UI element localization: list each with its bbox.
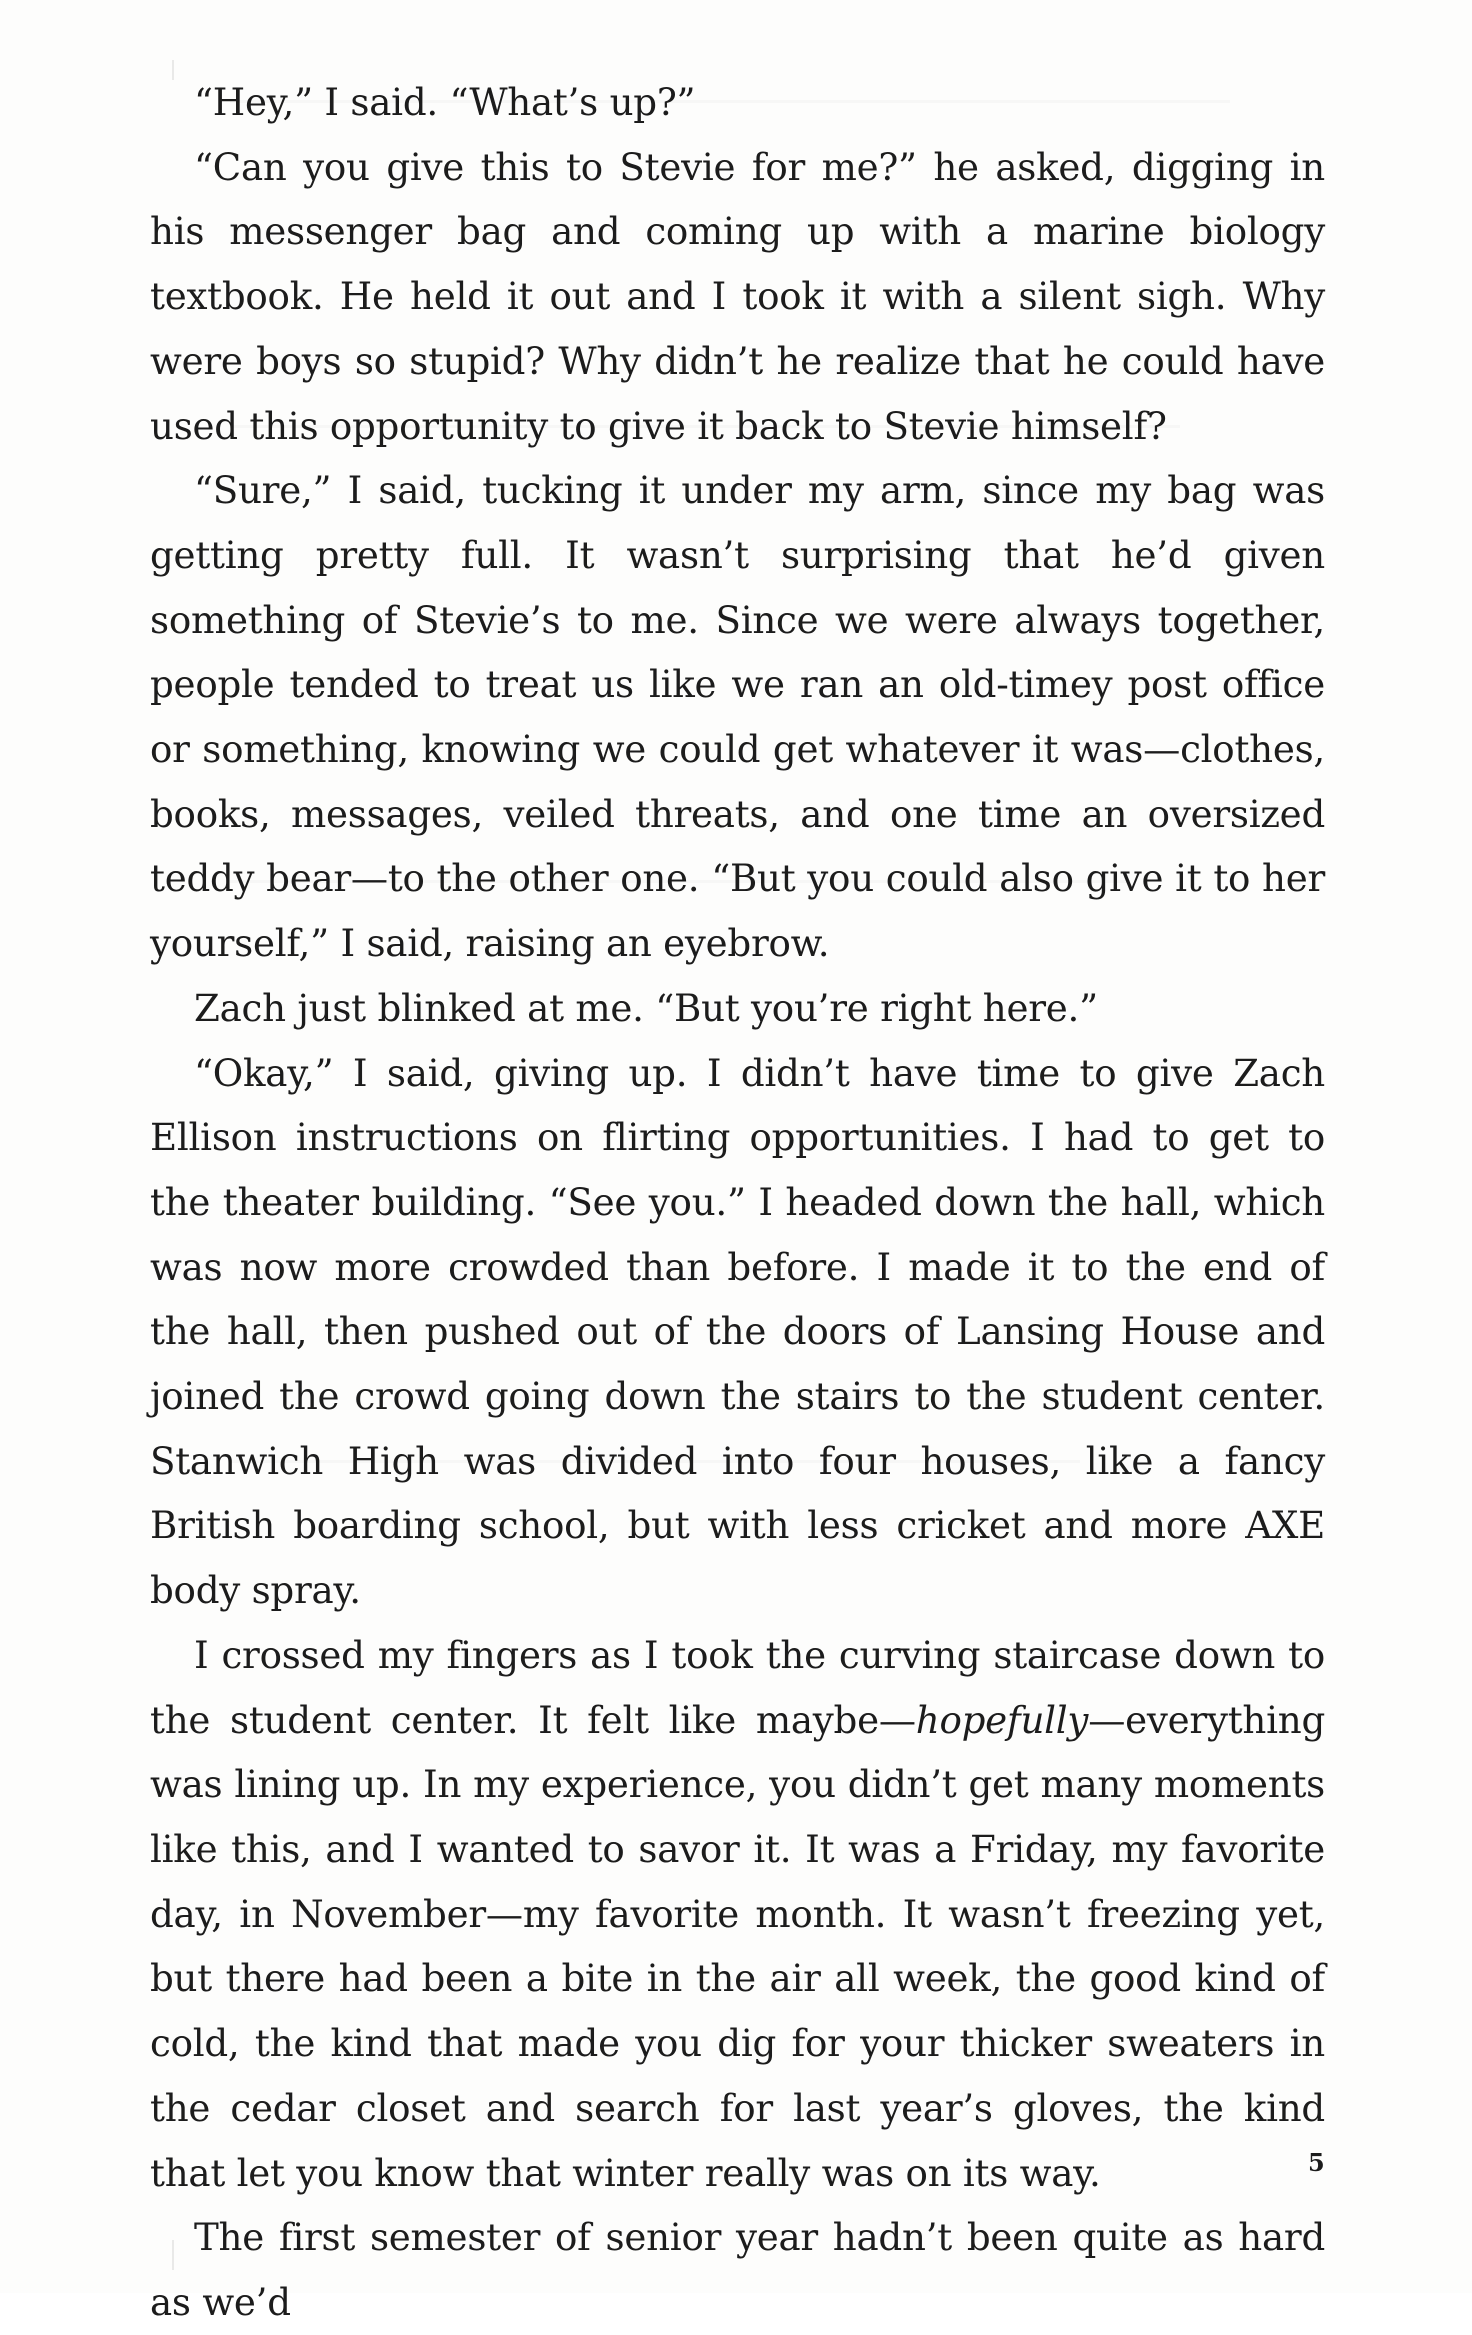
body-text xyxy=(150,70,1325,2335)
paragraph: “Can you give this to Stevie for me?” he asked, digging in his messenger bag and coming up with a marine biology textbook. He held it out and I took it with a silent sigh. Why were boys so stupid? Why didn’t he realize that he could have used this opportunity to give it back to Stevie himself? xyxy=(150,144,1325,448)
paragraph: “Hey,” I said. “What’s up?” xyxy=(194,80,696,124)
emphasized-word: hopefully xyxy=(915,1697,1089,1742)
paragraph: “Sure,” I said, tucking it under my arm, since my bag was getting pretty full. It wasn’t surprising that he’d given something of Stevie’s to me. Since we were always together, people tended to treat us like we ran an old-timey post office or something, knowing we could get whatever it was—clothes, books, messages, veiled threats, and one time an oversized teddy bear—to the other one. “But you could also give it to her yourself,” I said, raising an eyebrow. xyxy=(150,468,1325,966)
paragraph: The first semester of senior year hadn’t been quite as hard as we’d xyxy=(150,2215,1325,2324)
paragraph: “Okay,” I said, giving up. I didn’t have time to give Zach Ellison instructions on flirting opportunities. I had to get to the theater building. “See you.” I headed down the hall, which was now more crowded than before. I made it to the end of the hall, then pushed out of the doors of Lansing House and joined the crowd going down the stairs to the student center. Stanwich High was divided into four houses, like a fancy British boarding school, but with less cricket and more AXE body spray. xyxy=(150,1050,1325,1613)
page-number: 5 xyxy=(1308,2148,1325,2177)
paragraph-text: I crossed my fingers as I took the curving staircase down to the student center. It felt like maybe— xyxy=(150,1632,1325,1742)
paragraph: Zach just blinked at me. “But you’re right here.” xyxy=(194,985,1098,1030)
paragraph xyxy=(150,1623,1325,2205)
paragraph-text: —everything was lining up. In my experience, you didn’t get many moments like this, and I wanted to savor it. It was a Friday, my favorite day, in November—my favorite month. It wasn’t freezing yet, but there had been a bite in the air all week, the good kind of cold, the kind that made you dig for your thicker sweaters in the cedar closet and search for last year’s gloves, the kind that let you know that winter really was on its way. xyxy=(150,1697,1325,2195)
